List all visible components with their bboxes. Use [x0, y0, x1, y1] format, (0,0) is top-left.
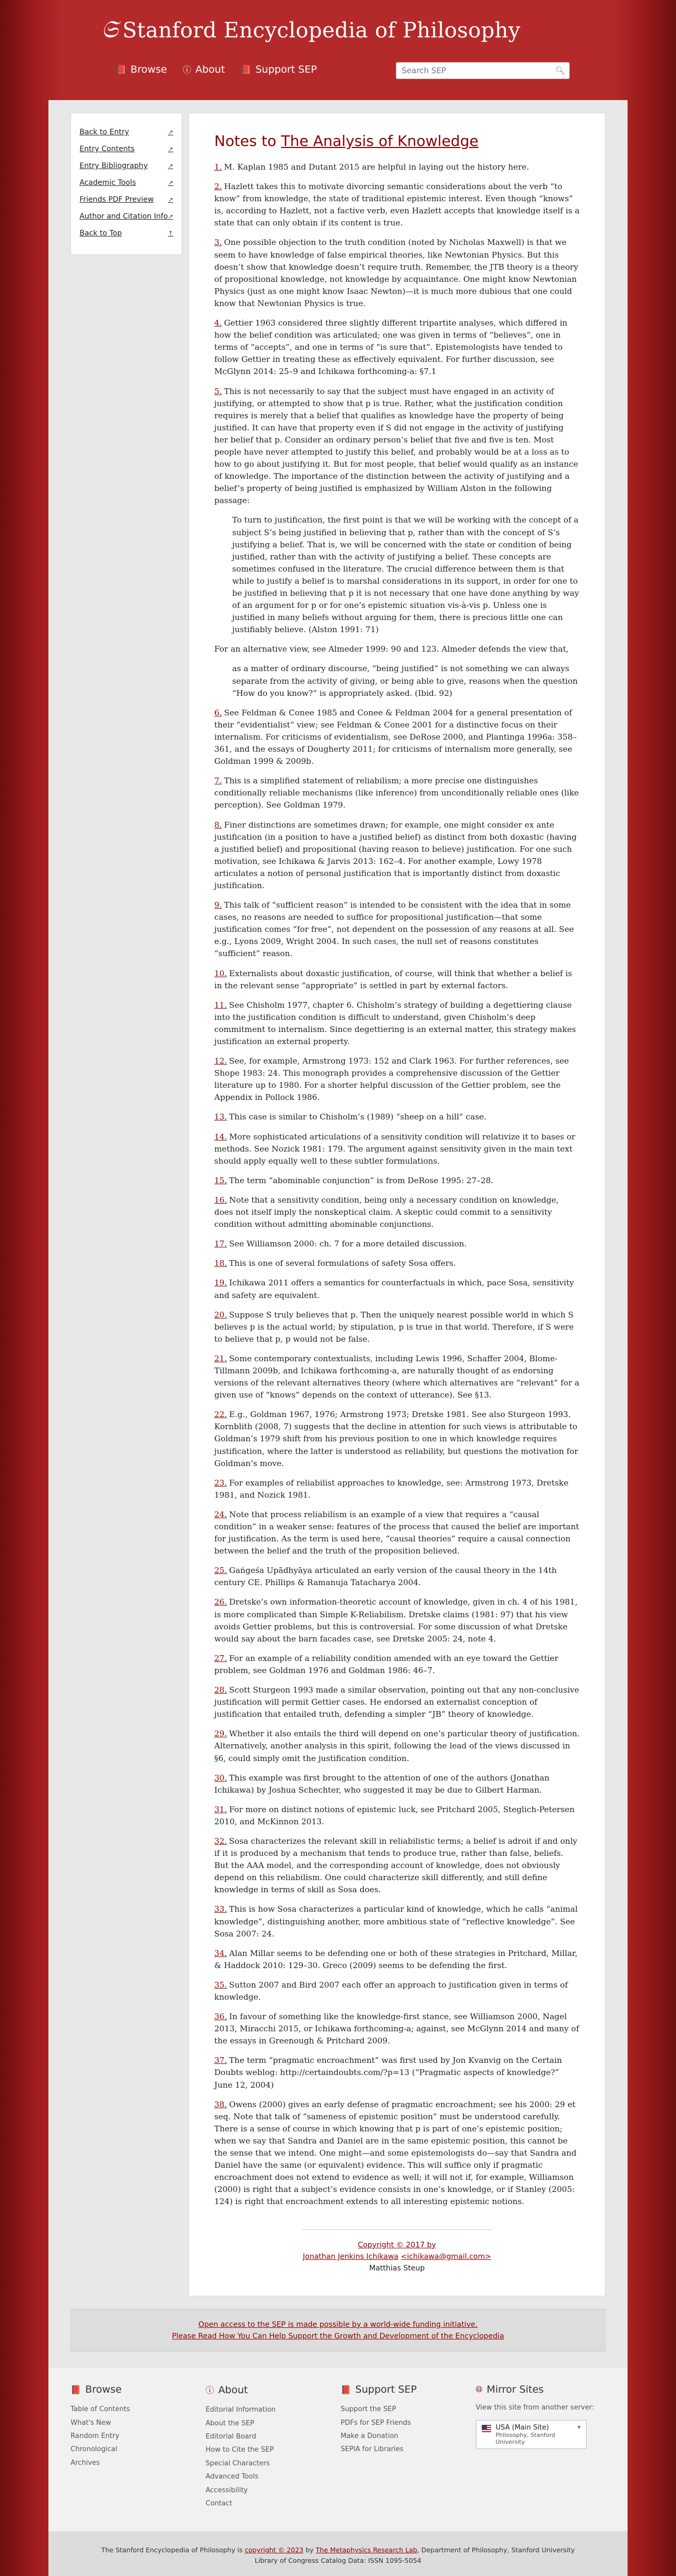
footer-link[interactable]: Support the SEP [341, 2405, 396, 2414]
footer-heading-label: Mirror Sites [486, 2384, 544, 2396]
footer-link[interactable]: Accessibility [205, 2486, 248, 2494]
entry-link[interactable]: The Analysis of Knowledge [281, 132, 479, 150]
note-text: Ichikawa 2011 offers a semantics for counterfactuals in which, pace Sosa, sensitivity and safety are equivalent. [214, 1278, 574, 1300]
notes-list [214, 161, 580, 507]
note-item [214, 1948, 580, 1972]
footer-link[interactable]: Contact [205, 2499, 233, 2508]
footer-columns [71, 2384, 605, 2510]
note-item [214, 2054, 580, 2091]
blockquote-almeder: as a matter of ordinary discourse, “being justified” is not something we can always separate from the activity of giving, or being able to give, reasons when the question “How do you know?” is appropriately asked. (Ibid. 92) [232, 664, 578, 698]
mirror-description: View this site from another server: [475, 2404, 594, 2412]
sep-logo-icon: 𝔖 [101, 15, 118, 43]
note-text: This case is similar to Chisholm’s (1989) “sheep on a hill” case. [229, 1112, 486, 1122]
note-number-link[interactable]: 4. [214, 318, 222, 328]
note-number-link[interactable]: 15. [214, 1175, 227, 1185]
author-name: Matthias Steup [369, 2264, 425, 2273]
note-text: One possible objection to the truth condition (noted by Nicholas Maxwell) is that we seem to have knowledge of false empirical theories, like Newtonian Physics. But this doesn’t show that knowledge doesn’t require truth. Remember, the JTB theory is a theory of propositional knowledge, not knowledge by acquaintance. One might know Newtonian Physics (just as one might know Isaac Newton)—it is much more dubious that one could know that Newtonian Physics is true. [214, 238, 579, 308]
note-text: For an example of a reliability condition amended with an eye toward the Gettier problem, see Goldman 1976 and Goldman 1986: 46–7. [214, 1653, 559, 1675]
note-number-link[interactable]: 32. [214, 1836, 227, 1846]
note-number-link[interactable]: 31. [214, 1804, 227, 1814]
note-item [214, 161, 580, 173]
nav-support-label: Support SEP [255, 63, 317, 75]
note-item [214, 1979, 580, 2003]
note-item [214, 1238, 580, 1250]
note-number-link[interactable]: 11. [214, 1000, 227, 1010]
note-text: Hazlett takes this to motivate divorcing semantic considerations about the verb “to know” from knowledge, the state of traditional epistemic interest. Even though “knows” is, according to Hazlett, not a factive verb, even Hazlett accepts that knowledge itself is a state that can only obtain if its content is true. [214, 182, 580, 228]
note-item [214, 1804, 580, 1828]
note-item [214, 2011, 580, 2047]
note-text: Scott Sturgeon 1993 made a similar observation, pointing out that any non-conclusive justification will permit Gettier cases. He endorsed an externalist conception of justification that entailed truth, defending a simpler “JB” theory of knowledge. [214, 1685, 580, 1719]
note-number-link[interactable]: 7. [214, 776, 222, 786]
note-text: Alan Millar seems to be defending one or both of these strategies in Pritchard, Millar, & Haddock 2010: 129–30. Greco (2009) seems to be defending the first. [214, 1948, 578, 1970]
info-icon: ⓘ [205, 2385, 214, 2396]
note-item [214, 1903, 580, 1940]
note-item [214, 1111, 580, 1123]
footer-link[interactable]: About the SEP [205, 2419, 254, 2427]
book-icon: 📕 [116, 64, 126, 74]
note-number-link[interactable]: 35. [214, 1980, 227, 1990]
note-text: See Chisholm 1977, chapter 6. Chisholm’s strategy of building a degettiering clause into the justification condition is difficult to understand, given Chisholm’s deep commitment to internalism. Since degettiering is an external matter, this strategy makes justification an external property. [214, 1000, 576, 1046]
note-item [214, 968, 580, 992]
blockquote-alston: To turn to justification, the first point is that we will be working with the concept of a subject S’s being justified in believing that p, rather than with the concept of S’s justifying a belief. That is, we will be concerned with the state or condition of being justified, rather than with the activity of justifying a belief. These concepts are sometimes confused in the literature. The crucial difference between them is that while to justify a belief is to marshal considerations in its support, in order for one to be justified in believing that p it is not necessary that one have done anything by way of an argument for p or for one’s epistemic situation vis-à-vis p. Unless one is justified in many beliefs without arguing for them, there is precious little one can justifiably believe. (Alston 1991: 71) [232, 515, 579, 635]
note-text: Sosa characterizes the relevant skill in reliabilistic terms; a belief is adroit if and only if it is produced by a mechanism that tends to produce true, rather than false, beliefs. But the AAA model, and the corresponding account of knowledge, does not obviously depend on this reliabilism. One could characterize skill differently, and still define knowledge in terms of skill as Sosa does. [214, 1836, 578, 1895]
copyright-text: The Stanford Encyclopedia of Philosophy is [101, 2546, 245, 2554]
funding-link-1[interactable]: Open access to the SEP is made possible by a world-wide funding initiative. [198, 2320, 478, 2329]
bottom-bar [48, 2531, 628, 2576]
note-item [214, 1277, 580, 1301]
note-item [214, 707, 580, 768]
sidebar-item-entry-contents[interactable] [79, 142, 173, 159]
note-number-link[interactable]: 10. [214, 968, 227, 978]
note-number-link[interactable]: 38. [214, 2099, 227, 2109]
note-number-link[interactable]: 9. [214, 900, 222, 910]
search-box [396, 62, 570, 79]
note-number-link[interactable]: 25. [214, 1566, 227, 1576]
external-link-icon: ↗ [167, 213, 173, 220]
sidebar-item-label: Academic Tools [79, 179, 136, 187]
notes-list-2 [214, 707, 580, 2208]
note-number-link[interactable]: 22. [214, 1410, 227, 1420]
note-number-link[interactable]: 2. [214, 182, 222, 192]
arrow-up-icon: ↑ [167, 230, 173, 237]
note-item [214, 1194, 580, 1231]
mirror-server: USA (Main Site) [495, 2424, 549, 2432]
department-text: , Department of Philosophy, Stanford University [417, 2546, 575, 2554]
sidebar-item-label: Author and Citation Info [79, 212, 168, 221]
footer-link[interactable]: Table of Contents [71, 2405, 130, 2414]
note-text: This is a simplified statement of reliabilism; a more precise one distinguishes conditionally reliable mechanisms (like inference) from unconditionally reliable ones (like perception). See Goldman 1979. [214, 776, 579, 810]
book-icon: 📕 [71, 2384, 81, 2395]
top-nav [116, 63, 317, 75]
note-number-link[interactable]: 24. [214, 1509, 227, 1519]
nav-about-label: About [195, 63, 225, 75]
note-item [214, 181, 580, 229]
footer-links [341, 2403, 471, 2456]
note-text: Dretske’s own information-theoretic account of knowledge, given in ch. 4 of his 1981, is more complicated than Simple K-Reliabilism. Dretske claims (1981: 97) that his view avoids Gettier problems, but this is controversial. For some discussion of what Dretske would say about the barn facades case, see Dretske 2005: 24, note 4. [214, 1597, 578, 1644]
note-item [214, 1257, 580, 1270]
footer-link[interactable]: Random Entry [71, 2432, 120, 2441]
note-number-link[interactable]: 1. [214, 162, 222, 172]
note-text: Finer distinctions are sometimes drawn; for example, one might consider ex ante justification (in a position to have a justified belief) as distinct from both doxastic (having a justified belief) and propositional (having reason to believe) justification. For one such motivation, see Ichikawa & Jarvis 2013: 162–4. For another example, Lowy 1978 articulates a notion of personal justification that is importantly distinct from doxastic justification. [214, 820, 577, 890]
note-number-link[interactable]: 12. [214, 1056, 227, 1066]
note-text: E.g., Goldman 1967, 1976; Armstrong 1973; Dretske 1981. See also Sturgeon 1993. Kornblith (2008, 7) suggests that the decline in attention for such views is attributable to Goldman’s 1979 shift from his previous position to one in which knowledge requires justification, where the latter is understood as reliability, but questions the motivation for Goldman’s move. [214, 1410, 579, 1468]
footer-col-support [341, 2384, 471, 2510]
note-number-link[interactable]: 26. [214, 1597, 227, 1607]
sidebar-item-label: Back to Top [79, 229, 122, 238]
nav-browse-label: Browse [130, 63, 167, 75]
note-item [214, 1055, 580, 1104]
sidebar-item-back-to-entry[interactable] [79, 125, 173, 142]
note-item [214, 1131, 580, 1167]
footer-links [71, 2403, 201, 2470]
footer-link[interactable]: Editorial Board [205, 2433, 256, 2441]
globe-icon: 🌐︎ [475, 2384, 483, 2395]
note-item [214, 1309, 580, 1345]
footer-links [206, 2403, 336, 2510]
footer-link[interactable]: How to Cite the SEP [205, 2446, 274, 2454]
note-item [214, 1565, 580, 1589]
search-input[interactable] [396, 63, 551, 78]
footer-heading-label: Support SEP [355, 2384, 417, 2396]
note-text: For examples of reliabilist approaches to knowledge, see: Armstrong 1973, Dretske 1981, and Nozick 1981. [214, 1478, 569, 1500]
note-text: In favour of something like the knowledge-first stance, see Williamson 2000, Nagel 2013, Miracchi 2015, or Ichikawa forthcoming-a; against, see McGlynn 2014 and many of the essays in Greenough & Pritchard 2009. [214, 2012, 579, 2046]
footer-heading-browse [71, 2384, 201, 2395]
note-number-link[interactable]: 13. [214, 1112, 227, 1122]
footer-heading-about [206, 2384, 336, 2396]
note-text: The term “pragmatic encroachment” was first used by Jon Kvanvig on the Certain Doubts weblog: http://certaindoubts.com/?p=13 (“Pragmatic aspects of knowledge?” June 12, 2004) [214, 2056, 562, 2090]
nav-about[interactable] [183, 63, 225, 75]
footer-heading-label: About [218, 2384, 248, 2396]
note-number-link[interactable]: 18. [214, 1258, 227, 1269]
external-link-icon: ↗ [167, 129, 173, 136]
site-title: Stanford Encyclopedia of Philosophy [122, 18, 521, 43]
sidebar-item-label: Entry Contents [79, 145, 135, 153]
footer-link[interactable]: SEPIA for Libraries [341, 2445, 404, 2454]
page-title [214, 132, 580, 150]
footer-heading-label: Browse [85, 2384, 122, 2396]
note-continuation: For an alternative view, see Almeder 1999: 90 and 123. Almeder defends the view that, [214, 644, 569, 654]
sidebar-item-entry-bibliography[interactable] [79, 159, 173, 175]
footer-heading-mirror [476, 2384, 606, 2395]
note-text: Owens (2000) gives an early defense of pragmatic encroachment; see his 2000: 29 et seq. Note that talk of “sameness of epistemic position” must be understood carefully. There is a sense of course in which knowing that p is part of one’s epistemic position; when we say that Sandra and Daniel are in the same epistemic position, this cannot be the sense that we intend. One might—and some epistemologists do—say that Sandra and Daniel have the same (or equivalent) evidence. This will suffice only if pragmatic encroachment does not extend to evidence as well; it will not if, for example, Williamson (2000) is right that a subject’s evidence consists in one’s knowledge, or if Stanley (2005: 124) is right that encroachment extends to all interesting epistemic notions. [214, 2099, 577, 2207]
sidebar-item-label: Back to Entry [79, 128, 130, 136]
note-text: See Williamson 2000: ch. 7 for a more detailed discussion. [229, 1239, 467, 1249]
note-number-link[interactable]: 21. [214, 1353, 227, 1363]
sidebar [71, 113, 182, 255]
note-item [214, 1684, 580, 1720]
site-header [75, 0, 601, 100]
nav-support[interactable] [241, 63, 317, 75]
note-text: This is not necessarily to say that the subject must have engaged in an activity of justifying, or attempted to show that p is true. Rather, what the justification condition requires is merely that a belief that qualifies as knowledge have the property of being justified. It can have that property even if S did not engage in the activity of justifying her belief that p. Consider an ordinary person’s belief that five and five is ten. Most people have never attempted to justify this belief, and probably would be at a loss as to how to go about justifying it. But for most people, that belief would qualify as an instance of knowledge. The importance of the distinction between the activity of justifying and a belief’s property of being justified is emphasized by William Alston in the following passage: [214, 386, 579, 506]
external-link-icon: ↗ [167, 179, 173, 186]
note-item [214, 775, 580, 811]
note-text: The term “abominable conjunction” is from DeRose 1995: 27–28. [229, 1175, 494, 1185]
footer-link[interactable]: Chronological [71, 2445, 117, 2454]
note-item [214, 1175, 580, 1187]
note-number-link[interactable]: 17. [214, 1239, 227, 1249]
note-text: See, for example, Armstrong 1973: 152 and Clark 1963. For further references, see Shope 1983: 24. This monograph provides a comprehensive discussion of the Gettier literature up to 1980. For a shorter helpful discussion of the Gettier problem, see the Appendix in Pollock 1986. [214, 1056, 569, 1103]
note-item [214, 1596, 580, 1645]
external-link-icon: ↗ [167, 196, 173, 203]
footer-heading-support [341, 2384, 471, 2395]
copyright-link[interactable]: Copyright © 2017 by [357, 2240, 436, 2249]
mirror-select[interactable] [476, 2420, 586, 2449]
note-number-link[interactable]: 34. [214, 1948, 227, 1958]
footer-col-about [206, 2384, 336, 2510]
footer-link[interactable]: Make a Donation [341, 2432, 399, 2441]
note-number-link[interactable]: 37. [214, 2056, 227, 2066]
note-text: This talk of “sufficient reason” is intended to be consistent with the idea that in some cases, no reasons are needed to suffice for propositional justification—that some justification comes “for free”, not dependent on the possession of any reasons at all. See e.g., Lyons 2009, Wright 2004. In such cases, the null set of reasons constitutes “sufficient” reason. [214, 900, 574, 959]
issn-text: Library of Congress Catalog Data: ISSN 1095-5054 [254, 2557, 422, 2565]
footer-link[interactable]: PDFs for SEP Friends [341, 2418, 411, 2427]
funding-notice [71, 2309, 605, 2353]
note-item [214, 237, 580, 310]
note-text: This is how Sosa characterizes a particular kind of knowledge, which he calls “animal knowledge”, distinguishing another, more ambitious state of “reflective knowledge”. See Sosa 2007: 24. [214, 1904, 578, 1939]
note-number-link[interactable]: 16. [214, 1195, 227, 1205]
note-text: See Feldman & Conee 1985 and Conee & Feldman 2004 for a general presentation of their “evidentialist” view; see Feldman & Conee 2001 for a distinctive focus on their internalism. For criticisms of evidentialism, see DeRose 2000, and Plantinga 1996a: 358–361, and the essays of Dougherty 2011; for criticisms of internalism more generally, see Goldman 1999 & 2009b. [214, 707, 577, 766]
note-text: Externalists about doxastic justification, of course, will think that whether a belief is in the relevant sense “appropriate” is settled in part by external factors. [214, 968, 572, 990]
note-item [214, 899, 580, 960]
note-item [214, 1353, 580, 1401]
note-text: Gaṅgeśa Upādhyāya articulated an early version of the causal theory in the 14th century CE. Phillips & Ramanuja Tatacharya 2004. [214, 1566, 557, 1588]
funding-link-2[interactable]: Please Read How You Can Help Support the Growth and Development of the Encyclopedia [172, 2332, 504, 2341]
note-number-link[interactable]: 28. [214, 1685, 227, 1695]
copyright-year-link[interactable]: copyright © 2023 [244, 2546, 304, 2554]
note-number-link[interactable]: 33. [214, 1904, 227, 1914]
footer-link[interactable]: Advanced Tools [205, 2473, 259, 2481]
note-item [214, 819, 580, 892]
note-text: Note that a sensitivity condition, being only a necessary condition on knowledge, does not itself imply the nonskeptical claim. A skeptic could commit to a sensitivity condition without admitting abominable conjunctions. [214, 1195, 559, 1230]
content-wrap [48, 100, 628, 2368]
note-number-link[interactable]: 3. [214, 238, 222, 248]
note-number-link[interactable]: 27. [214, 1653, 227, 1663]
page-title-prefix: Notes to [214, 132, 281, 150]
note-item [214, 1477, 580, 1501]
note-item [214, 999, 580, 1048]
support-icon: 📕 [341, 2384, 351, 2395]
note-item [214, 1772, 580, 1796]
metaphysics-lab-link[interactable]: The Metaphysics Research Lab [315, 2546, 417, 2554]
note-text: Some contemporary contextualists, including Lewis 1996, Schaffer 2004, Blome-Tillmann 2009b, and Ichikawa forthcoming-a, are naturally thought of as endorsing versions of the relevant alternatives theory (where which alternatives are “relevant” for a given use of “knows” depends on the context of utterance). See §13. [214, 1353, 580, 1400]
note-item [214, 1509, 580, 1557]
note-item [214, 1653, 580, 1677]
sidebar-item-label: Friends PDF Preview [79, 195, 154, 204]
sidebar-item-author-citation[interactable] [79, 209, 173, 226]
external-link-icon: ↗ [167, 145, 173, 153]
support-icon: 📕 [241, 64, 252, 74]
footer-link[interactable]: Special Characters [205, 2459, 270, 2467]
note-item [214, 1409, 580, 1469]
note-number-link[interactable]: 5. [214, 386, 222, 396]
external-link-icon: ↗ [167, 162, 173, 170]
footer-link[interactable]: What's New [71, 2418, 111, 2427]
chevron-down-icon: ▾ [577, 2424, 581, 2431]
footer-col-browse [71, 2384, 201, 2510]
note-text: This is one of several formulations of safety Sosa offers. [229, 1258, 456, 1269]
sidebar-item-friends-pdf[interactable] [79, 192, 173, 209]
note-item [214, 2099, 580, 2208]
note-number-link[interactable]: 23. [214, 1478, 227, 1488]
note-text: More sophisticated articulations of a sensitivity condition will relativize it to bases or methods. See Nozick 1981: 179. The argument against sensitivity given in the main text should apply equally well to these subtler formulations. [214, 1132, 575, 1166]
note-item [214, 386, 580, 507]
note-text: Gettier 1963 considered three slightly different tripartite analyses, which differed in how the belief condition was articulated; one was given in terms of “believes”, one in terms of “accepts”, and one in terms of “is sure that”. Epistemologists have tended to follow Gettier in treating these as effectively equivalent. For further discussion, see McGlynn 2014: 25–9 and Ichikawa forthcoming-a: §7.1 [214, 318, 568, 377]
footer-link[interactable]: Archives [71, 2459, 100, 2467]
note-item [214, 1835, 580, 1896]
note-text: Note that process reliabilism is an example of a view that requires a “causal condition” in a weaker sense: features of the process that caused the belief are important for justification. As the term is used here, “causal theories” require a causal connection between the belief and the truth of the proposition believed. [214, 1509, 579, 1556]
note-text: For more on distinct notions of epistemic luck, see Pritchard 2005, Steglich-Petersen 2010, and McKinnon 2013. [214, 1804, 575, 1826]
layout [71, 113, 605, 2296]
us-flag-icon [482, 2425, 492, 2432]
nav-browse[interactable] [116, 63, 167, 75]
note-number-link[interactable]: 14. [214, 1132, 227, 1142]
search-icon[interactable]: 🔍︎ [555, 66, 565, 75]
note-text: Whether it also entails the third will depend on one’s particular theory of justification. Alternatively, another analysis in this spirit, following the lead of the views discussed in §6, could simply omit the justification condition. [214, 1729, 580, 1763]
note-number-link[interactable]: 30. [214, 1773, 227, 1783]
note-number-link[interactable]: 20. [214, 1310, 227, 1320]
note-number-link[interactable]: 8. [214, 820, 222, 830]
note-text: Sutton 2007 and Bird 2007 each offer an approach to justification given in terms of knowledge. [214, 1980, 568, 2002]
main-content [188, 113, 605, 2296]
info-icon: ⓘ [183, 65, 192, 75]
sidebar-item-back-to-top[interactable] [79, 226, 173, 243]
sidebar-item-label: Entry Bibliography [79, 162, 148, 170]
author-email[interactable]: <ichikawa@gmail.com> [401, 2252, 491, 2261]
note-number-link[interactable]: 6. [214, 707, 222, 717]
note-text: M. Kaplan 1985 and Dutant 2015 are helpful in laying out the history here. [224, 162, 529, 172]
site-logo[interactable] [101, 15, 521, 44]
sidebar-item-academic-tools[interactable] [79, 175, 173, 192]
note-number-link[interactable]: 29. [214, 1729, 227, 1739]
footer-link[interactable]: Editorial Information [205, 2406, 276, 2414]
note-number-link[interactable]: 36. [214, 2012, 227, 2022]
note-item [214, 317, 580, 378]
note-text: This example was first brought to the attention of one of the authors (Jonathan Ichikawa) by Joshua Schechter, who suggested it may be due to Gilbert Harman. [214, 1773, 550, 1795]
note-item [214, 1728, 580, 1764]
copyright-by: by [303, 2546, 316, 2554]
site-footer [48, 2368, 628, 2531]
mirror-server-sub: Philosophy, Stanford University [495, 2432, 555, 2446]
copyright-block [302, 2229, 492, 2275]
note-text: Suppose S truly believes that p. Then the uniquely nearest possible world in which S believes p is the actual world; by stipulation, p is true in that world. Therefore, if S were to believe that p, p would not be false. [214, 1310, 574, 1344]
note-number-link[interactable]: 19. [214, 1278, 227, 1288]
author-link[interactable]: Jonathan Jenkins Ichikawa [303, 2252, 399, 2261]
footer-col-mirror [476, 2384, 606, 2510]
